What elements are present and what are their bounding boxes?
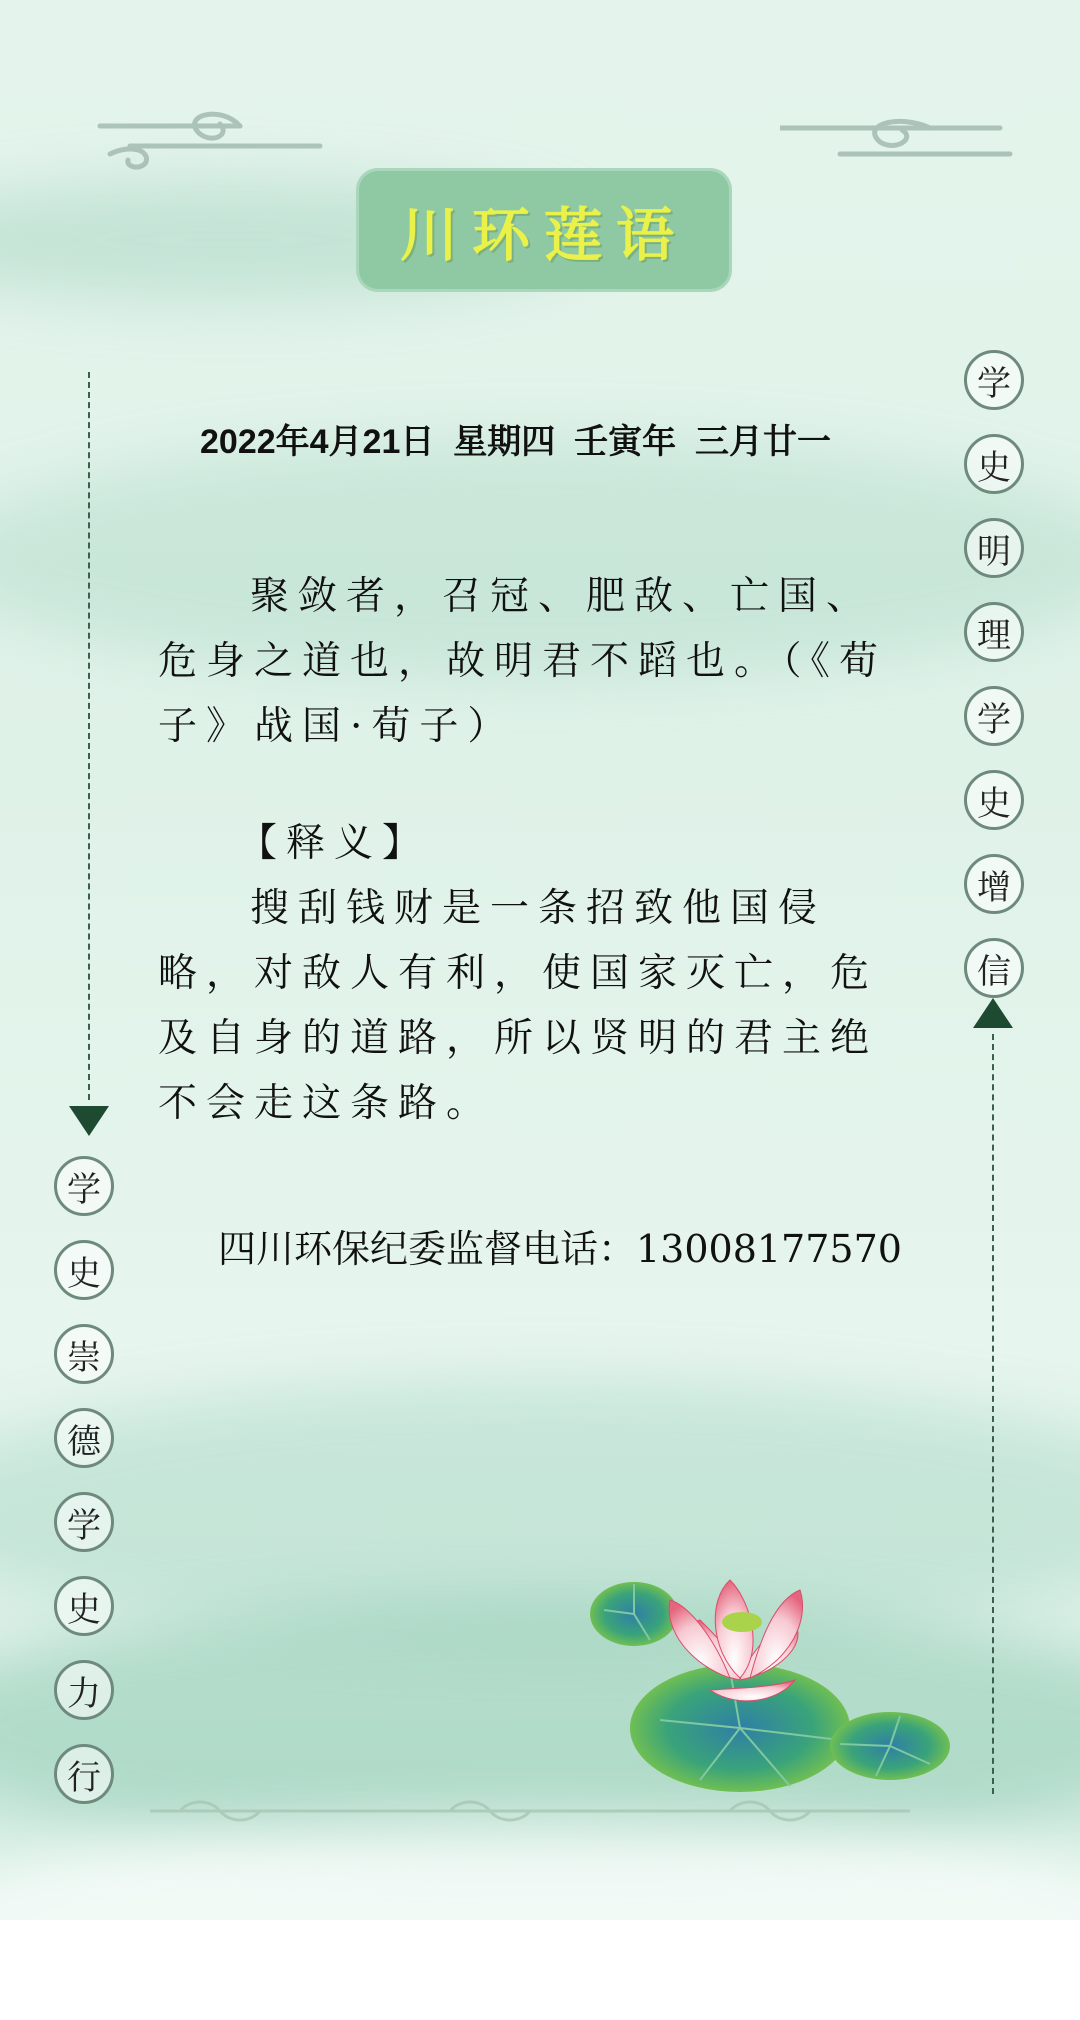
- left-dashed-line: [88, 372, 90, 1100]
- slogan-char: 德: [54, 1408, 114, 1468]
- slogan-char: 学: [54, 1492, 114, 1552]
- arrow-down-icon: [69, 1106, 109, 1136]
- slogan-char: 崇: [54, 1324, 114, 1384]
- slogan-char: 信: [964, 938, 1024, 998]
- slogan-char: 学: [964, 686, 1024, 746]
- slogan-char: 史: [54, 1240, 114, 1300]
- slogan-char: 史: [964, 770, 1024, 830]
- lotus-icon: [590, 1560, 960, 1800]
- mist-base: [0, 1820, 1080, 2020]
- supervision-phone: 四川环保纪委监督电话：13008177570: [218, 1227, 902, 1271]
- page-title: 川环莲语: [399, 201, 688, 269]
- slogan-char: 史: [54, 1576, 114, 1636]
- slogan-char: 明: [964, 518, 1024, 578]
- explanation-text: 搜刮钱财是一条招致他国侵略，对敌人有利，使国家灭亡，危及自身的道路，所以贤明的君主绝不会走这条路。: [158, 886, 879, 1126]
- slogan-char: 学: [54, 1156, 114, 1216]
- quote-text: 聚敛者，召冠、肥敌、亡国、危身之道也，故明君不蹈也。（《荀子》战国·荀子）: [158, 574, 888, 749]
- slogan-char: 学: [964, 350, 1024, 410]
- cloud-swirl-left-icon: [90, 96, 330, 176]
- slogan-char: 行: [54, 1744, 114, 1804]
- slogan-char: 理: [964, 602, 1024, 662]
- slogan-char: 力: [54, 1660, 114, 1720]
- right-dashed-line: [992, 1034, 994, 1794]
- date-line: 2022年4月21日 星期四 壬寅年 三月廿一: [200, 423, 832, 461]
- slogan-char: 史: [964, 434, 1024, 494]
- ground-ornament-icon: [150, 1796, 910, 1826]
- right-slogan-column: [964, 350, 1024, 1022]
- cloud-swirl-right-icon: [780, 108, 1020, 178]
- explanation-heading: 【释义】: [238, 821, 431, 866]
- title-banner: [356, 168, 732, 292]
- slogan-char: 增: [964, 854, 1024, 914]
- left-slogan-column: [54, 1156, 114, 1828]
